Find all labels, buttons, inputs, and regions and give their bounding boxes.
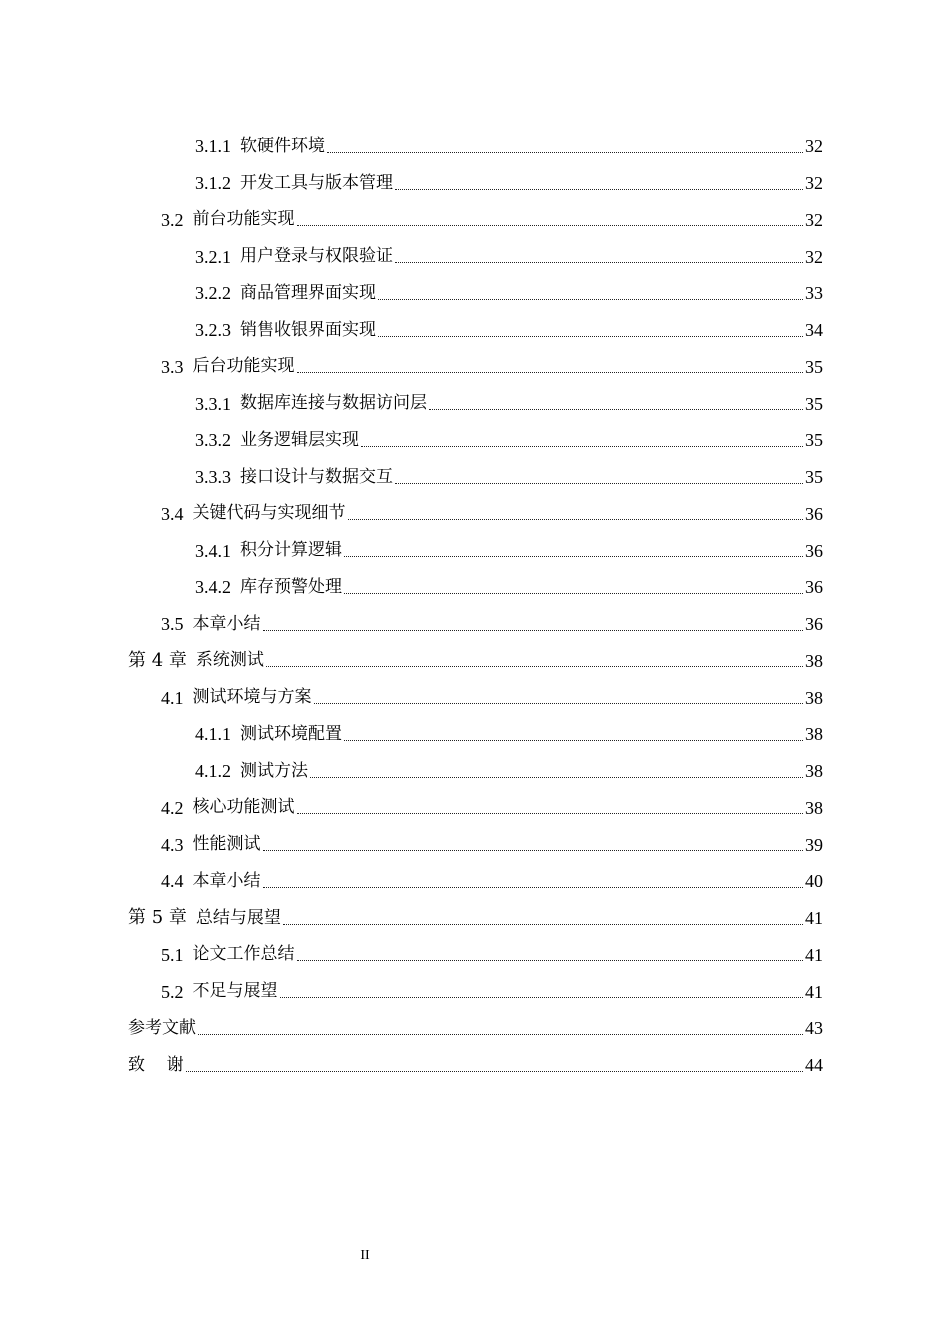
toc-entry[interactable] xyxy=(128,863,823,900)
dot-leader xyxy=(395,483,803,484)
toc-entry[interactable] xyxy=(128,312,823,349)
toc-entry-title: 开发工具与版本管理 xyxy=(240,172,393,193)
toc-entry-title: 前台功能实现 xyxy=(192,209,295,230)
toc-entry-title: 软硬件环境 xyxy=(240,135,325,156)
toc-entry-title: 测试环境与方案 xyxy=(192,687,312,708)
toc-entry-number: 4.3 xyxy=(161,834,184,855)
dot-leader xyxy=(344,593,803,594)
toc-entry-number: 5.2 xyxy=(161,981,184,1002)
toc-entry-title: 性能测试 xyxy=(192,834,261,855)
toc-entry[interactable] xyxy=(128,532,823,569)
dot-leader xyxy=(395,262,803,263)
toc-entry[interactable] xyxy=(128,202,823,239)
dot-leader xyxy=(344,556,803,557)
toc-entry-number: 3.2.2 xyxy=(195,283,231,304)
page-number: II xyxy=(360,1248,370,1263)
toc-entry-number: 4.1.1 xyxy=(195,724,231,745)
toc-entry-page: 38 xyxy=(805,650,823,671)
toc-entry[interactable] xyxy=(128,679,823,716)
toc-entry[interactable] xyxy=(128,496,823,533)
toc-entry[interactable] xyxy=(128,349,823,386)
dot-leader xyxy=(378,299,803,300)
toc-entry-page: 39 xyxy=(805,834,823,855)
toc-entry-page: 36 xyxy=(805,503,823,524)
toc-entry-page: 36 xyxy=(805,540,823,561)
toc-entry-title: 库存预警处理 xyxy=(240,576,342,597)
toc-entry-number: 3.5 xyxy=(161,614,184,635)
toc-entry[interactable] xyxy=(128,606,823,643)
dot-leader xyxy=(361,446,803,447)
toc-entry-page: 35 xyxy=(805,393,823,414)
toc-entry-page: 38 xyxy=(805,761,823,782)
toc-entry-title: 关键代码与实现细节 xyxy=(192,503,346,524)
toc-entry[interactable] xyxy=(128,826,823,863)
toc-entry[interactable] xyxy=(128,422,823,459)
toc-entry[interactable] xyxy=(128,275,823,312)
toc-entry-number: 3.2.3 xyxy=(195,320,231,341)
dot-leader xyxy=(327,152,803,153)
dot-leader xyxy=(314,703,804,704)
dot-leader xyxy=(263,887,804,888)
toc-entry-page: 34 xyxy=(805,320,823,341)
dot-leader xyxy=(297,372,804,373)
dot-leader xyxy=(395,189,803,190)
page-footer xyxy=(0,1248,730,1264)
toc-entry-title: 后台功能实现 xyxy=(192,356,295,377)
toc-entry-title: 论文工作总结 xyxy=(192,944,295,965)
toc-entry-title: 系统测试 xyxy=(195,650,264,671)
toc-entry-number: 第 5 章 xyxy=(128,907,187,929)
toc-entry-title: 销售收银界面实现 xyxy=(240,319,376,340)
toc-entry-page: 36 xyxy=(805,577,823,598)
toc-entry-page: 35 xyxy=(805,467,823,488)
toc-entry-title: 数据库连接与数据访问层 xyxy=(240,393,427,414)
dot-leader xyxy=(280,997,804,998)
toc-entry-title: 商品管理界面实现 xyxy=(240,282,376,303)
toc-entry[interactable] xyxy=(128,937,823,974)
toc-entry-page: 38 xyxy=(805,687,823,708)
toc-entry-title: 积分计算逻辑 xyxy=(240,540,342,561)
toc-entry-number: 3.1.2 xyxy=(195,173,231,194)
toc-entry-page: 32 xyxy=(805,209,823,230)
toc-entry[interactable] xyxy=(128,128,823,165)
toc-entry-number: 3.3.2 xyxy=(195,430,231,451)
toc-entry-number: 5.1 xyxy=(161,944,184,965)
toc-entry[interactable] xyxy=(128,716,823,753)
toc-entry-page: 32 xyxy=(805,173,823,194)
toc-entry-number: 3.4 xyxy=(161,503,184,524)
toc-entry-number: 3.2 xyxy=(161,209,184,230)
toc-entry-page: 35 xyxy=(805,356,823,377)
toc-entry-number: 4.4 xyxy=(161,871,184,892)
toc-entry-number: 3.3 xyxy=(161,356,184,377)
toc-entry-page: 32 xyxy=(805,136,823,157)
toc-entry-title: 致 谢 xyxy=(128,1054,184,1075)
toc-entry-title: 总结与展望 xyxy=(195,907,281,928)
toc-entry-page: 41 xyxy=(805,944,823,965)
dot-leader xyxy=(198,1034,803,1035)
toc-entry-page: 41 xyxy=(805,908,823,929)
dot-leader xyxy=(429,409,803,410)
toc-entry-title: 本章小结 xyxy=(192,870,261,891)
toc-entry[interactable] xyxy=(128,459,823,496)
toc-entry-number: 3.3.1 xyxy=(195,393,231,414)
toc-entry[interactable] xyxy=(128,238,823,275)
toc-entry-title: 参考文献 xyxy=(128,1017,196,1038)
toc-entry[interactable] xyxy=(128,1047,823,1084)
toc-entry-number: 3.4.1 xyxy=(195,540,231,561)
dot-leader xyxy=(344,740,803,741)
toc-entry-page: 41 xyxy=(805,981,823,1002)
toc-entry-title: 测试环境配置 xyxy=(240,723,342,744)
toc-entry[interactable] xyxy=(128,1010,823,1047)
toc-entry[interactable] xyxy=(128,643,823,680)
toc-entry-number: 第 4 章 xyxy=(128,649,187,671)
toc-entry-page: 40 xyxy=(805,871,823,892)
dot-leader xyxy=(348,519,804,520)
toc-entry-page: 43 xyxy=(805,1018,823,1039)
toc-entry-number: 4.2 xyxy=(161,797,184,818)
toc-entry-number: 3.3.3 xyxy=(195,467,231,488)
toc-entry-number: 4.1 xyxy=(161,687,184,708)
toc-entry-title: 用户登录与权限验证 xyxy=(240,246,393,267)
toc-entry-number: 3.4.2 xyxy=(195,577,231,598)
dot-leader xyxy=(297,813,804,814)
table-of-contents xyxy=(128,128,823,1084)
toc-entry[interactable] xyxy=(128,790,823,827)
dot-leader xyxy=(263,850,804,851)
toc-entry-title: 接口设计与数据交互 xyxy=(240,466,393,487)
toc-entry-page: 38 xyxy=(805,797,823,818)
dot-leader xyxy=(297,960,804,961)
toc-entry-number: 3.2.1 xyxy=(195,246,231,267)
toc-entry-number: 3.1.1 xyxy=(195,136,231,157)
dot-leader xyxy=(297,225,804,226)
toc-entry-title: 测试方法 xyxy=(240,760,308,781)
toc-entry[interactable] xyxy=(128,753,823,790)
toc-entry-title: 核心功能测试 xyxy=(192,797,295,818)
toc-entry[interactable] xyxy=(128,900,823,937)
toc-entry-page: 36 xyxy=(805,614,823,635)
dot-leader xyxy=(186,1071,803,1072)
toc-entry-page: 32 xyxy=(805,246,823,267)
toc-entry-title: 业务逻辑层实现 xyxy=(240,429,359,450)
toc-entry-title: 不足与展望 xyxy=(192,981,278,1002)
toc-entry-page: 35 xyxy=(805,430,823,451)
toc-entry[interactable] xyxy=(128,569,823,606)
toc-entry[interactable] xyxy=(128,385,823,422)
toc-entry[interactable] xyxy=(128,973,823,1010)
toc-entry-number: 4.1.2 xyxy=(195,761,231,782)
toc-entry-page: 38 xyxy=(805,724,823,745)
dot-leader xyxy=(263,630,804,631)
dot-leader xyxy=(266,666,803,667)
dot-leader xyxy=(378,336,803,337)
toc-entry-page: 33 xyxy=(805,283,823,304)
toc-entry-title: 本章小结 xyxy=(192,613,261,634)
dot-leader xyxy=(283,924,803,925)
toc-entry-page: 44 xyxy=(805,1055,823,1076)
toc-entry[interactable] xyxy=(128,165,823,202)
dot-leader xyxy=(310,777,803,778)
